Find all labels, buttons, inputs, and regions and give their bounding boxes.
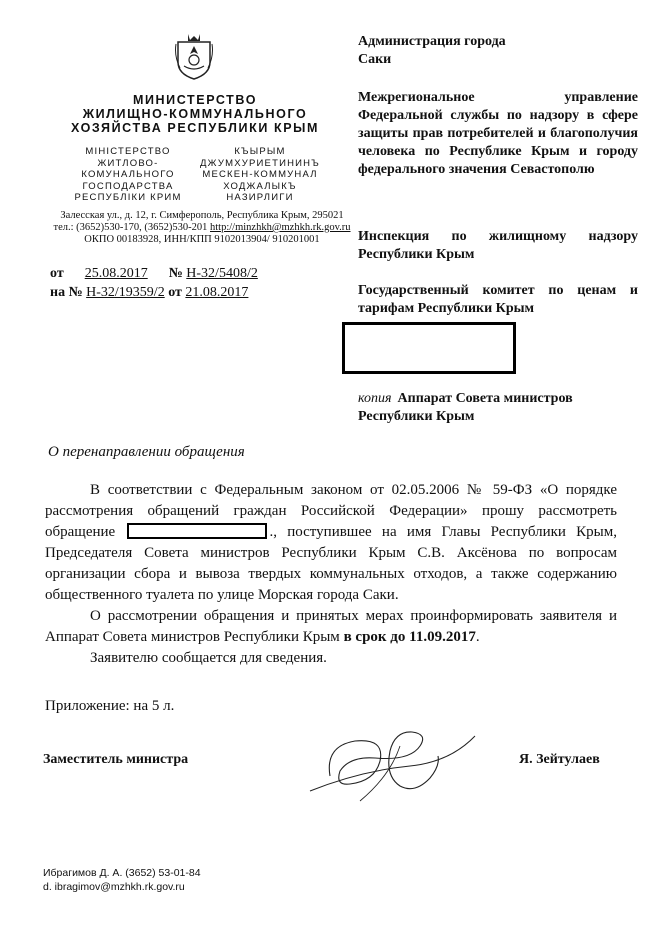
reply-date: 21.08.2017 xyxy=(185,285,249,300)
handwritten-signature xyxy=(300,716,490,816)
ministry-phone-line xyxy=(52,222,352,234)
ministry-title-line-2: ЖИЛИЩНО-КОММУНАЛЬНОГО xyxy=(82,107,308,121)
crh-line-5: НАЗИРЛИГИ xyxy=(226,192,294,203)
redacted-addressee-box xyxy=(342,322,516,374)
ref-number: Н-32/5408/2 xyxy=(186,266,258,281)
ref-num-label: № xyxy=(168,266,183,281)
ministry-codes: ОКПО 00183928, ИНН/КПП 9102013904/ 910201001 xyxy=(84,234,320,245)
crh-line-3: МЕСКЕН-КОММУНАЛ xyxy=(202,169,318,180)
crimea-coat-of-arms-icon xyxy=(174,32,214,80)
ua-line-1: МІНІСТЕРСТВО xyxy=(85,146,171,157)
addressee-housing-inspection: Инспекция по жилищному надзору Республики Крым xyxy=(358,229,638,262)
copy-recipient xyxy=(358,390,638,426)
ministry-phone: тел.: (3652)530-170, (3652)530-201 xyxy=(53,222,208,233)
copy-label: копия xyxy=(358,391,392,406)
paragraph-2 xyxy=(45,606,617,648)
executor-email: d. ibragimov@mzhkh.rk.gov.ru xyxy=(43,881,185,893)
copy-to: Аппарат Совета министров Республики Крым xyxy=(358,391,573,424)
ministry-address: Залесская ул., д. 12, г. Симферополь, Республика Крым, 295021 xyxy=(60,210,344,221)
executor-block xyxy=(43,866,201,894)
reference-block xyxy=(50,264,258,302)
ministry-title-ukrainian xyxy=(68,146,188,204)
contact-block xyxy=(52,210,352,246)
deadline: в срок до 11.09.2017 xyxy=(343,629,476,645)
ministry-website-link[interactable]: http://minzhkh@mzhkh.rk.gov.ru xyxy=(210,222,351,233)
paragraph-1-end: ., поступившее на имя Главы Республики Крым, Председателя Совета министров Республики Крым С.В. Аксёнова по вопросам организации сбора и вывоза твердых коммунальных отходов, а также содержанию общественного туалета по улице Морская города Саки. xyxy=(45,524,617,603)
ua-line-2: ЖИТЛОВО- xyxy=(97,157,159,169)
paragraph-1 xyxy=(45,480,617,606)
paragraph-2-end: . xyxy=(475,629,480,645)
reply-number: Н-32/19359/2 xyxy=(86,285,165,300)
reply-from-label: от xyxy=(168,285,182,300)
ref-date: 25.08.2017 xyxy=(84,266,148,281)
addressee-saki-administration: Администрация города Саки xyxy=(358,34,506,67)
crh-line-1: КЪЫРЫМ xyxy=(234,146,286,157)
addressee-price-committee: Государственный комитет по ценам и тарифам Республики Крым xyxy=(358,283,638,316)
signatory-name: Я. Зейтулаев xyxy=(519,752,600,767)
paragraph-2-start: О рассмотрении обращения и принятых мерах проинформировать заявителя и Аппарат Совета министров Республики Крым xyxy=(45,608,617,645)
crh-line-4: ХОДЖАЛЫКЪ xyxy=(223,180,297,192)
reply-label: на № xyxy=(50,285,83,300)
ua-line-4: ГОСПОДАРСТВА xyxy=(82,180,174,192)
paragraph-1-start: В соответствии с Федеральным законом от 02.05.2006 № 59-ФЗ «О порядке рассмотрения обращений граждан Российской Федерации» прошу рассмотреть обращение xyxy=(45,482,617,540)
ua-line-3: КОМУНАЛЬНОГО xyxy=(81,169,175,180)
letter-body xyxy=(45,480,617,669)
redacted-name-box xyxy=(127,523,267,539)
ministry-title-crimean-tatar xyxy=(200,146,320,204)
addressee-rospotrebnadzor: Межрегиональное управление Федеральной службы по надзору в сфере защиты прав потребителей и благополучия человека по Республике Крым и городу федерального значения Севастополю xyxy=(358,90,638,177)
attachment-note: Приложение: на 5 л. xyxy=(45,698,175,714)
incoming-ref xyxy=(50,283,258,302)
paragraph-3: Заявителю сообщается для сведения. xyxy=(90,650,327,666)
letter-subject: О перенаправлении обращения xyxy=(48,444,245,460)
ministry-title xyxy=(60,93,330,135)
ministry-title-line-3: ХОЗЯЙСТВА РЕСПУБЛИКИ КРЫМ xyxy=(70,121,320,135)
executor-name-phone: Ибрагимов Д. А. (3652) 53-01-84 xyxy=(43,867,201,879)
ref-from-label: от xyxy=(50,266,64,281)
ua-line-5: РЕСПУБЛІКИ КРИМ xyxy=(74,192,182,203)
signatory-role: Заместитель министра xyxy=(43,752,189,767)
crh-line-2: ДЖУМХУРИЕТИНИНЪ xyxy=(200,157,320,169)
ministry-title-line-1: МИНИСТЕРСТВО xyxy=(132,93,258,107)
outgoing-ref xyxy=(50,264,258,283)
